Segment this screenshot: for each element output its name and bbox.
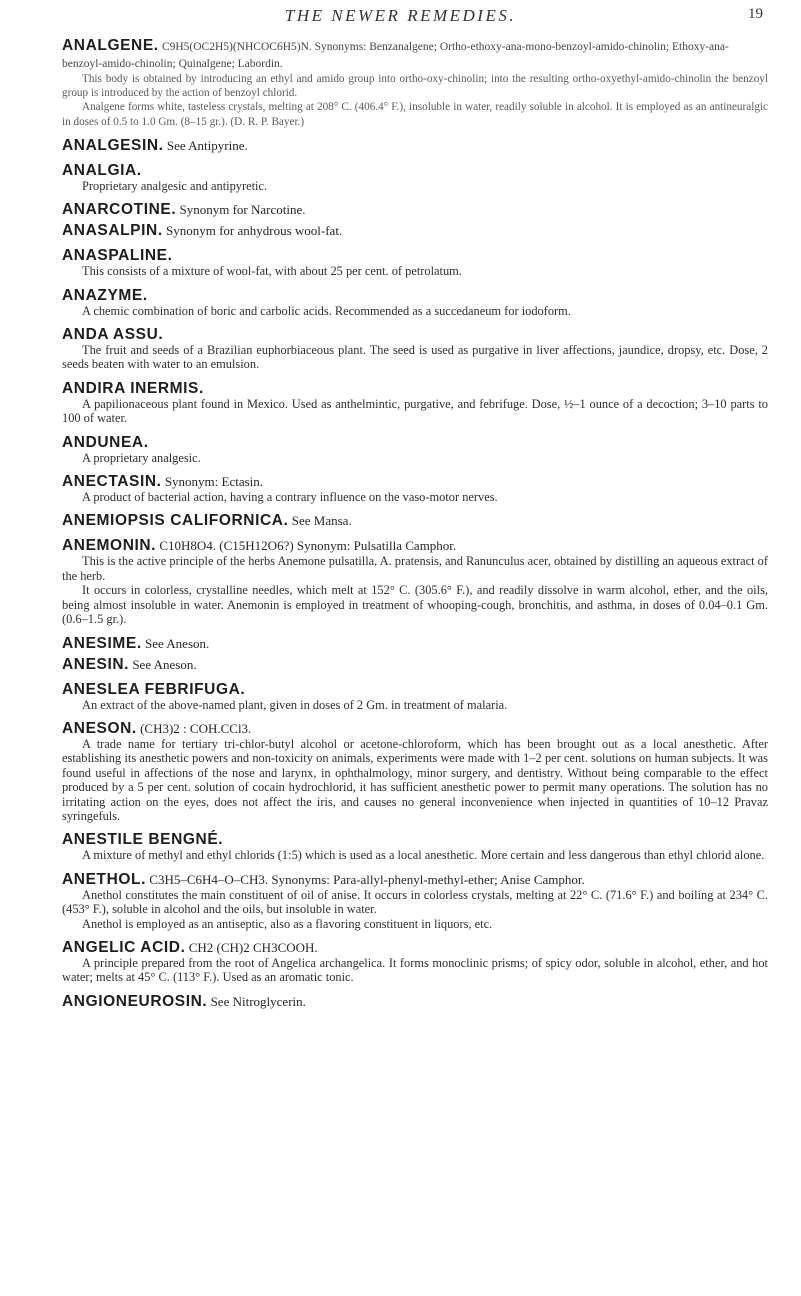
dictionary-entry xyxy=(62,538,768,626)
entry-headword: ANEMONIN. xyxy=(62,537,157,555)
entry-header xyxy=(62,657,768,673)
entry-header xyxy=(62,994,768,1010)
entry-header xyxy=(62,513,768,529)
entry-paragraph: Anethol is employed as an antiseptic, also as a flavoring constituent in liquors, etc. xyxy=(82,916,493,931)
entry-headword: ANASPALINE. xyxy=(62,247,173,265)
entry-header xyxy=(62,538,768,554)
entry-paragraph: This consists of a mixture of wool-fat, with about 25 per cent. of petrolatum. xyxy=(82,264,462,279)
dictionary-entry xyxy=(62,636,768,652)
entry-paragraph: Anethol constitutes the main constituent of oil of anise. It occurs in colorless crystals, melting at 22° C. (71.6° F.) and boiling at 234° C. (453° F.), soluble in alcohol and the oils, but insoluble in water. xyxy=(62,887,768,917)
entry-header xyxy=(62,474,768,490)
entry-headword: ANDA ASSU. xyxy=(62,326,164,344)
entry-paragraph: A principle prepared from the root of Angelica archangelica. It forms monoclinic prisms; of spicy odor, soluble in alcohol, ether, and hot water; melts at 45° C. (113° F.). Used as an aromatic tonic. xyxy=(62,955,768,985)
dictionary-entry xyxy=(62,994,768,1010)
entry-paragraph: A chemic combination of boric and carbolic acids. Recommended as a succedaneum for iodoform. xyxy=(82,303,571,318)
entry-paragraph: A product of bacterial action, having a contrary influence on the vaso-motor nerves. xyxy=(82,490,498,505)
dictionary-entry xyxy=(62,38,768,129)
dictionary-entry xyxy=(62,832,768,862)
entry-headword: ANESIME. xyxy=(62,634,142,652)
dictionary-entry xyxy=(62,248,768,278)
dictionary-entry xyxy=(62,474,768,504)
entry-header xyxy=(62,636,768,652)
entry-formula-or-synonym: (CH3)2 : COH.CCl3. xyxy=(140,720,252,736)
entry-paragraph: A trade name for tertiary tri-chlor-butyl alcohol or acetone-chloroform, which has been brought out as a local anesthetic. After establishing its anesthetic powers and non-toxicity on animals, experiments were made with 1–2 per cent. solutions on human subjects. It was found useful in affections of the nose and larynx, in ophthalmology, minor surgery, and dentistry. Without being comparable to the effect produced by a 5 per cent. solution of cocain hydrochlorid, it has sufficient anesthetic power to permit many operations. The solution has no irritating action on the eyes, does not affect the iris, and causes no general inconvenience when injected in quantities of 10–12 Pravaz syringefuls. xyxy=(62,736,768,823)
dictionary-entry xyxy=(62,657,768,673)
entry-headword: ANESIN. xyxy=(62,655,130,673)
dictionary-entry xyxy=(62,202,768,218)
entry-headword: ANETHOL. xyxy=(62,870,147,888)
entry-paragraph: A papilionaceous plant found in Mexico. Used as anthelmintic, purgative, and febrifuge. Dose, ½–1 ounce of a decoction; 3–10 parts to 100 of water. xyxy=(62,396,768,426)
entry-paragraph: An extract of the above-named plant, given in doses of 2 Gm. in treatment of malaria. xyxy=(82,697,508,712)
entry-paragraph: This is the active principle of the herbs Anemone pulsatilla, A. pratensis, and Ranunculus acer, obtained by distilling an aqueous extract of the herb. xyxy=(62,554,768,583)
entry-headword: ANALGESIN. xyxy=(62,136,164,154)
running-head xyxy=(0,6,801,32)
entry-paragraph: The fruit and seeds of a Brazilian euphorbiaceous plant. The seed is used as purgative in liver affections, jaundice, dropsy, etc. Dose, 2 seeds beaten with water to an emulsion. xyxy=(62,343,768,372)
dictionary-entry xyxy=(62,940,768,985)
entry-headword: ANDIRA INERMIS. xyxy=(62,379,204,397)
entry-headword: ANALGENE. xyxy=(62,37,159,54)
entry-formula-or-synonym: See Aneson. xyxy=(132,656,197,672)
entry-headword: ANECTASIN. xyxy=(62,473,162,491)
entry-header xyxy=(62,163,768,179)
entry-headword: ANESLEA FEBRIFUGA. xyxy=(62,680,246,698)
entry-formula-or-synonym: C9H5(OC2H5)(NHCOC6H5)N. Synonyms: Benzanalgene; Ortho-ethoxy-ana-mono-benzoyl-amido-chinolin; Ethoxy-ana-benzoyl-amido-chinolin; Quinalgene; Labordin. xyxy=(62,41,729,70)
entry-paragraph: A mixture of methyl and ethyl chlorids (1:5) which is used as a local anesthetic. More certain and less dangerous than ethyl chlorid alone. xyxy=(82,848,765,863)
entry-header xyxy=(62,223,768,239)
entry-header xyxy=(62,138,768,154)
entry-formula-or-synonym: Synonym for anhydrous wool-fat. xyxy=(165,223,343,239)
dictionary-entry xyxy=(62,513,768,529)
page-number: 19 xyxy=(748,6,763,22)
entry-formula-or-synonym: See Nitroglycerin. xyxy=(210,993,306,1009)
entry-formula-or-synonym: Synonym for Narcotine. xyxy=(179,202,306,218)
dictionary-entry xyxy=(62,721,768,823)
entry-headword: ANGIONEUROSIN. xyxy=(62,992,208,1010)
entry-formula-or-synonym: See Mansa. xyxy=(291,513,352,529)
entry-list xyxy=(62,38,768,1010)
entry-header xyxy=(62,202,768,218)
dictionary-entry xyxy=(62,223,768,239)
dictionary-entry xyxy=(62,682,768,712)
entry-headword: ANEMIOPSIS CALIFORNICA. xyxy=(62,512,289,530)
entry-headword: ANDUNEA. xyxy=(62,433,149,451)
entry-headword: ANGELIC ACID. xyxy=(62,938,186,956)
entry-header xyxy=(62,327,768,343)
dictionary-entry xyxy=(62,288,768,318)
entry-paragraph: This body is obtained by introducing an ethyl and amido group into ortho-oxy-chinolin; into the resulting ortho-oxyethyl-amido-chinolin the benzoyl group is introduced by the action of benzoyl chlorid. xyxy=(62,73,768,100)
entry-header xyxy=(62,872,768,888)
entry-header xyxy=(62,832,768,848)
entry-header xyxy=(62,38,768,72)
entry-paragraph: A proprietary analgesic. xyxy=(82,450,201,465)
dictionary-entry xyxy=(62,435,768,465)
entry-headword: ANESTILE BENGNÉ. xyxy=(62,831,224,849)
running-title: THE NEWER REMEDIES. xyxy=(284,6,517,25)
dictionary-entry xyxy=(62,138,768,154)
entry-formula-or-synonym: C10H8O4. (C15H12O6?) Synonym: Pulsatilla Camphor. xyxy=(159,538,457,554)
dictionary-entry xyxy=(62,163,768,193)
entry-paragraph: It occurs in colorless, crystalline needles, which melt at 152° C. (305.6° F.), and readily dissolve in warm alcohol, ether, and the oils, being almost insoluble in water. Anemonin is employed in treatment of whooping-cough, bronchitis, and asthma, in doses of 0.04–0.1 Gm. (0.6–1.5 gr.). xyxy=(62,583,768,627)
entry-formula-or-synonym: See Aneson. xyxy=(144,635,210,651)
entry-header xyxy=(62,248,768,264)
entry-header xyxy=(62,940,768,956)
entry-formula-or-synonym: C3H5–C6H4–O–CH3. Synonyms: Para-allyl-phenyl-methyl-ether; Anise Camphor. xyxy=(149,871,585,887)
entry-formula-or-synonym: See Antipyrine. xyxy=(166,137,248,153)
entry-paragraph: Analgene forms white, tasteless crystals, melting at 208° C. (406.4° F.), insoluble in water, readily soluble in alcohol. It is employed as an antineuralgic in doses of 0.5 to 1.0 Gm. (8–15 gr.). (D. R. P. Bayer.) xyxy=(62,101,768,128)
entry-paragraph: Proprietary analgesic and antipyretic. xyxy=(82,178,268,193)
entry-headword: ANESON. xyxy=(62,719,137,737)
entry-headword: ANARCOTINE. xyxy=(62,201,177,219)
entry-formula-or-synonym: Synonym: Ectasin. xyxy=(164,474,264,490)
entry-headword: ANAZYME. xyxy=(62,286,148,304)
dictionary-entry xyxy=(62,381,768,426)
dictionary-entry xyxy=(62,872,768,931)
entry-header xyxy=(62,381,768,397)
entry-formula-or-synonym: CH2 (CH)2 CH3COOH. xyxy=(188,939,318,955)
entry-headword: ANALGIA. xyxy=(62,161,142,179)
entry-headword: ANASALPIN. xyxy=(62,222,163,240)
entry-header xyxy=(62,682,768,698)
entry-header xyxy=(62,288,768,304)
dictionary-entry xyxy=(62,327,768,372)
entry-header xyxy=(62,435,768,451)
entry-header xyxy=(62,721,768,737)
